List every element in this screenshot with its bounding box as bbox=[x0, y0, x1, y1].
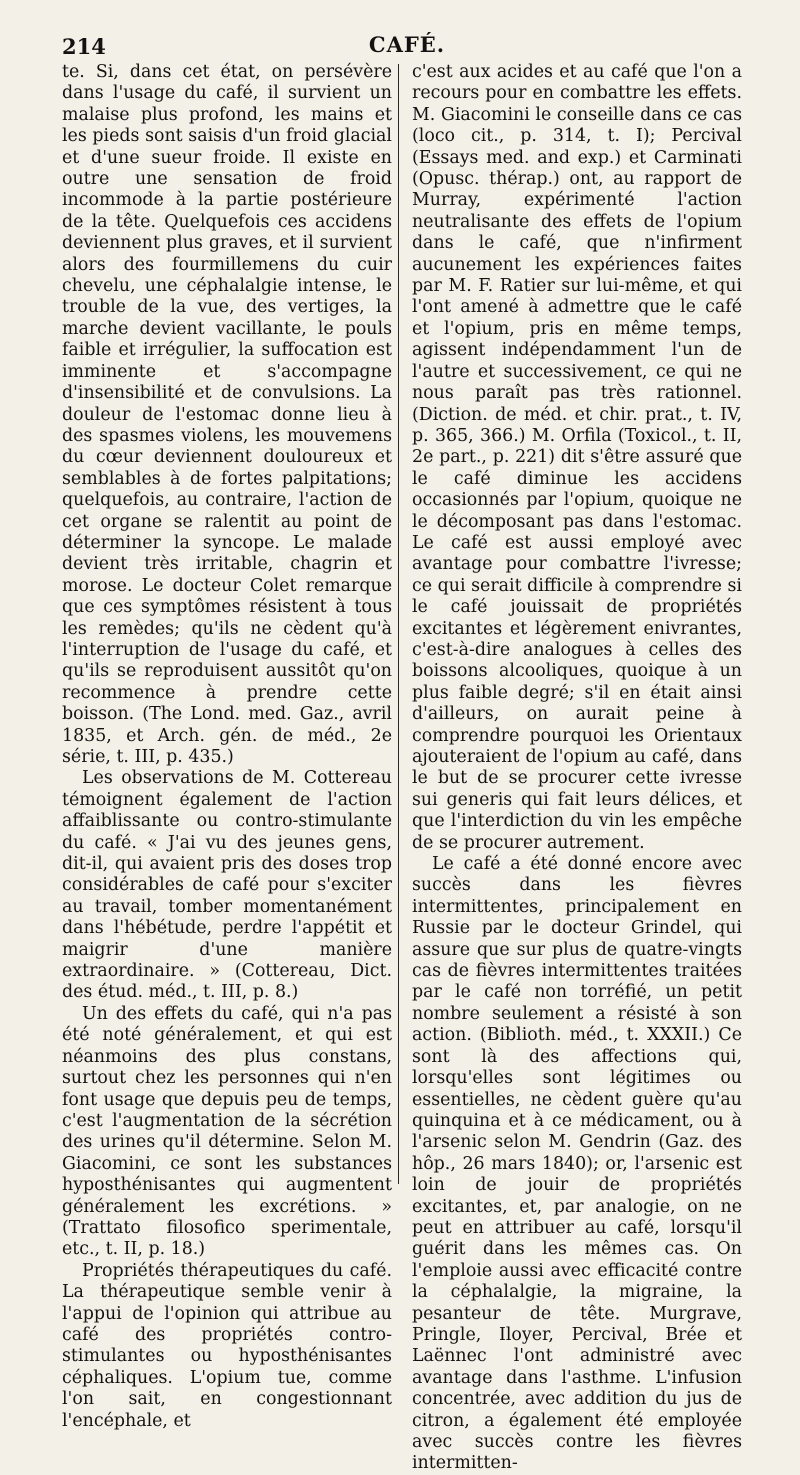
page-header bbox=[62, 32, 752, 62]
paragraph: Un des effets du café, qui n'a pas été noté généralement, et qui est néanmoins des plus constans, surtout chez les personnes qui n'en font usage que depuis peu de temps, c'est l'augmentation de la sécrétion des urines qu'il détermine. Selon M. Giacomini, ce sont les substances hyposthénisantes qui augmentent généralement les excrétions. » (Trattato filosofico sperimentale, etc., t. II, p. 18.) bbox=[62, 1003, 392, 1260]
paragraph: Les observations de M. Cottereau témoignent également de l'action affaiblissante ou contro-stimulante du café. « J'ai vu des jeunes gens, dit-il, qui avaient pris des doses trop considérables de café pour s'exciter au travail, tomber momentanément dans l'hébétude, perdre l'appétit et maigrir d'une manière extraordinaire. » (Cottereau, Dict. des étud. méd., t. III, p. 8.) bbox=[62, 768, 392, 1003]
right-column bbox=[412, 62, 742, 1475]
running-head: CAFÉ. bbox=[368, 32, 446, 57]
paragraph: te. Si, dans cet état, on persévère dans l'usage du café, il survient un malaise plus profond, les mains et les pieds sont saisis d'un froid glacial et d'une sueur froide. Il existe en outre une sensation de froid incommode à la partie postérieure de la tête. Quelquefois ces accidens deviennent plus graves, et il survient alors des fourmillemens du cuir chevelu, une céphalalgie intense, le trouble de la vue, des vertiges, la marche devient vacillante, le pouls faible et irrégulier, la suffocation est imminente et s'accompagne d'insensibilité et de convulsions. La douleur de l'estomac donne lieu à des spasmes violens, les mouvemens du cœur deviennent douloureux et semblables à de fortes palpitations; quelquefois, au contraire, l'action de cet organe se ralentit au point de déterminer la syncope. Le malade devient très irritable, chagrin et morose. Le docteur Colet remarque que ces symptômes résistent à tous les remèdes; qu'ils ne cèdent qu'à l'interruption de l'usage du café, et qu'ils se reproduisent aussitôt qu'on recommence à prendre cette boisson. (The Lond. med. Gaz., avril 1835, et Arch. gén. de méd., 2e série, t. III, p. 435.) bbox=[62, 62, 392, 767]
paragraph: c'est aux acides et au café que l'on a recours pour en combattre les effets. M. Giacomini le conseille dans ce cas (loco cit., p. 314, t. I); Percival (Essays med. and exp.) et Carminati (Opusc. thérap.) ont, au rapport de Murray, expérimenté l'action neutralisante des effets de l'opium dans le café, que n'infirment aucunement les expériences faites par M. F. Ratier sur lui-même, et qui l'ont amené à admettre que le café et l'opium, pris en même temps, agissent indépendamment l'un de l'autre et successivement, ce qui ne nous paraît pas très rationnel. (Diction. de méd. et chir. prat., t. IV, p. 365, 366.) M. Orfila (Toxicol., t. II, 2e part., p. 221) dit s'être assuré que le café diminue les accidens occasionnés par l'opium, quoique ne le décomposant pas dans l'estomac. Le café est aussi employé avec avantage pour combattre l'ivresse; ce qui serait difficile à comprendre si le café jouissait de propriétés excitantes et légèrement enivrantes, c'est-à-dire analogues à celles des boissons alcooliques, quoique à un plus faible degré; s'il en était ainsi d'ailleurs, on aurait peine à comprendre pourquoi les Orientaux ajouteraient de l'opium au café, dans le but de se procurer cette ivresse sui generis qui fait leurs délices, et que l'interdiction du vin les empêche de se procurer autrement. bbox=[412, 62, 742, 853]
page-number: 214 bbox=[62, 34, 106, 59]
paragraph: Propriétés thérapeutiques du café. La thérapeutique semble venir à l'appui de l'opinion qui attribue au café des propriétés contro-stimulantes ou hyposthénisantes céphaliques. L'opium tue, comme l'on sait, en congestionnant l'encéphale, et bbox=[62, 1260, 392, 1431]
paragraph: Le café a été donné encore avec succès dans les fièvres intermittentes, principalement en Russie par le docteur Grindel, qui assure que sur plus de quatre-vingts cas de fièvres intermittentes traitées par le café non torréfié, un petit nombre seulement a résisté à son action. (Biblioth. méd., t. XXXII.) Ce sont là des affections qui, lorsqu'elles sont légitimes ou essentielles, ne cèdent guère qu'au quinquina et à ce médicament, ou à l'arsenic selon M. Gendrin (Gaz. des hôp., 26 mars 1840); or, l'arsenic est loin de jouir de propriétés excitantes, et, par analogie, on ne peut en attribuer au café, lorsqu'il guérit dans les mêmes cas. On l'emploie aussi avec efficacité contre la céphalalgie, la migraine, la pesanteur de tête. Murgrave, Pringle, Iloyer, Percival, Brée et Laënnec l'ont administré avec avantage dans l'asthme. L'infusion concentrée, avec addition du jus de citron, a également été employée avec succès contre les fièvres intermitten- bbox=[412, 854, 742, 1474]
column-divider bbox=[398, 64, 399, 1184]
left-column bbox=[62, 62, 392, 1432]
